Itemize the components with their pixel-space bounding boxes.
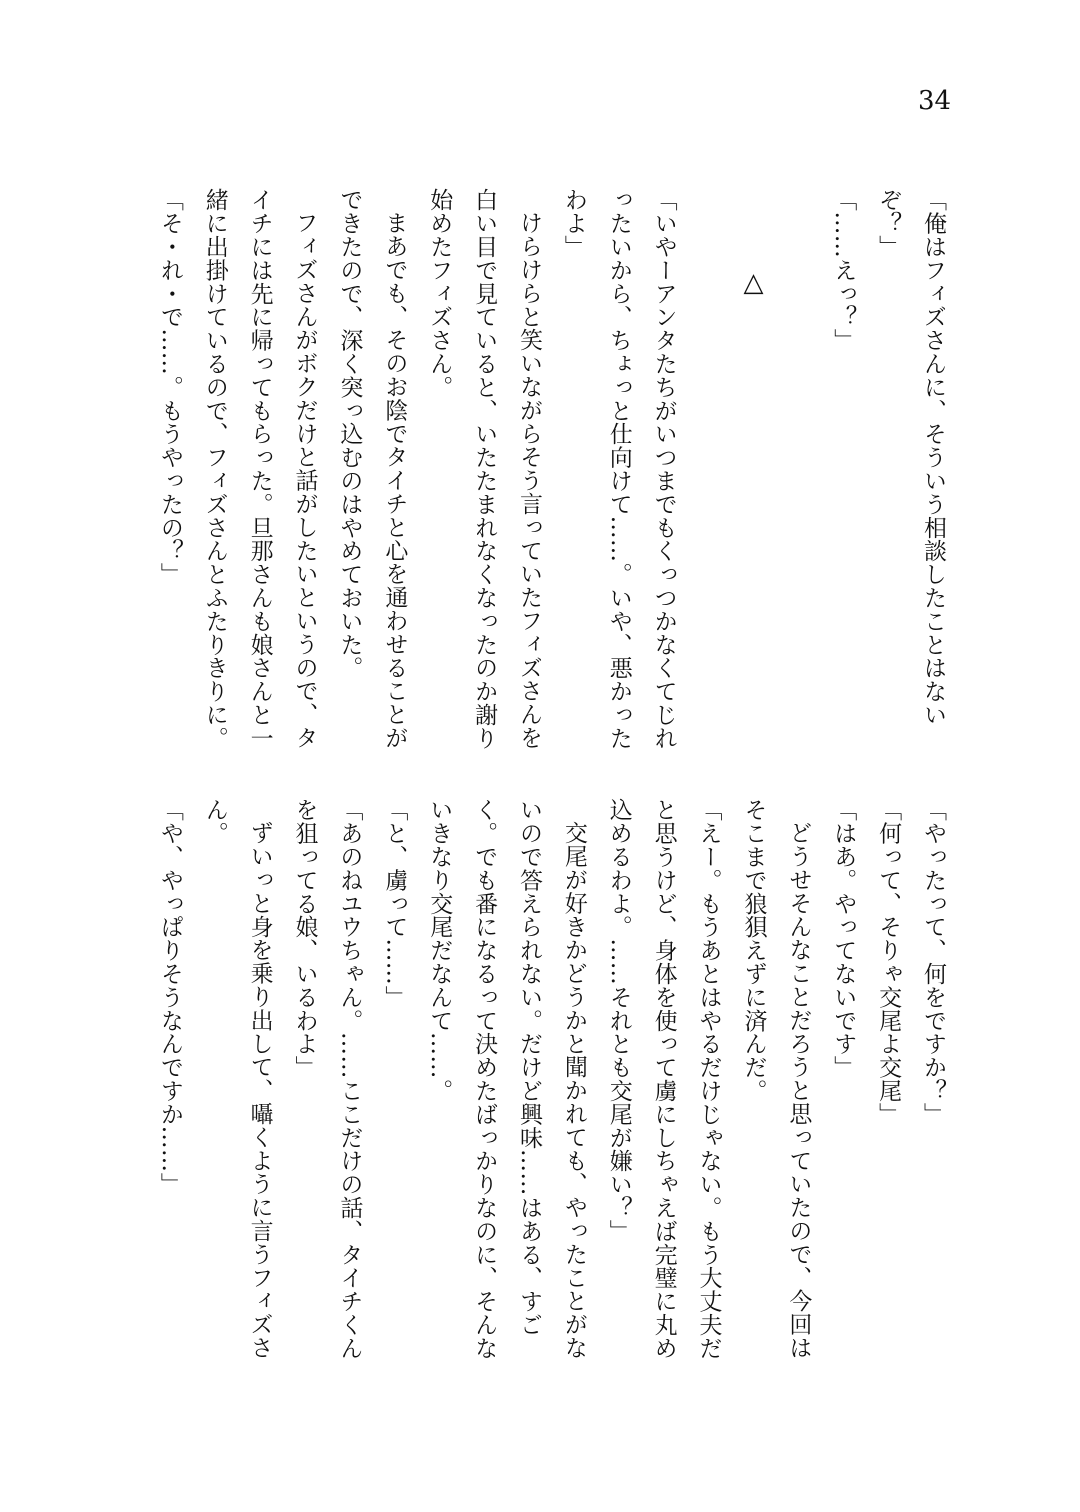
bottom-text-block bbox=[145, 798, 955, 1358]
text-line: ったいから、ちょっと仕向けて……。いや、悪かった bbox=[605, 188, 632, 750]
text-line: できたので、深く突っ込むのはやめておいた。 bbox=[336, 188, 363, 680]
blank-line bbox=[686, 188, 731, 748]
text-line: 込めるわよ。……それとも交尾が嫌い？」 bbox=[605, 798, 632, 1243]
text-line: 「あのねユウちゃん。……ここだけの話、タイチくん bbox=[336, 798, 363, 1360]
text-line: 「やったって、何をですか？」 bbox=[920, 798, 946, 1126]
text-line: と思うけど、身体を使って虜にしちゃえば完璧に丸め bbox=[650, 798, 677, 1360]
text-line: く。でも番になるって決めたばっかりなのに、そんな bbox=[471, 798, 498, 1360]
text-line: どうせそんなことだろうと思っていたので、今回は bbox=[785, 821, 812, 1360]
text-line: 「いやーアンタたちがいつまでもくっつかなくてじれ bbox=[650, 188, 677, 750]
scene-break-triangle: △ bbox=[738, 268, 769, 299]
text-line: そこまで狼狽えずに済んだ。 bbox=[740, 798, 767, 1103]
text-line: 「俺はフィズさんに、そういう相談したことはない bbox=[920, 188, 946, 727]
text-line: ずいっと身を乗り出して、囁くように言うフィズさ bbox=[246, 821, 273, 1360]
text-line: 緒に出掛けているので、フィズさんとふたりきりに。 bbox=[201, 188, 228, 750]
text-line: を狙ってる娘、いるわよ」 bbox=[291, 798, 318, 1079]
text-line: 「や、やっぱりそうなんですか……」 bbox=[156, 798, 183, 1196]
text-line: イチには先に帰ってもらった。旦那さんも娘さんと一 bbox=[246, 188, 273, 750]
text-line: 交尾が好きかどうかと聞かれても、やったことがな bbox=[560, 821, 587, 1360]
text-line: 「と、虜って……」 bbox=[381, 798, 408, 1009]
text-line: いので答えられない。だけど興味……はある、すご bbox=[515, 798, 542, 1337]
blank-line bbox=[775, 188, 820, 748]
text-line: わよ」 bbox=[560, 188, 587, 259]
text-line: 「そ・れ・で……。もうやったの？」 bbox=[156, 188, 183, 586]
text-line: いきなり交尾だなんて……。 bbox=[426, 798, 453, 1103]
text-line: けらけらと笑いながらそう言っていたフィズさんを bbox=[515, 211, 542, 750]
text-line: ん。 bbox=[201, 798, 228, 845]
text-line: まあでも、そのお陰でタイチと心を通わせることが bbox=[381, 211, 408, 750]
page-number: 34 bbox=[918, 86, 952, 116]
text-line: 「はあ。やってないです」 bbox=[830, 798, 857, 1079]
text-line: 「何って、そりゃ交尾よ交尾」 bbox=[875, 798, 902, 1126]
text-line: 白い目で見ていると、いたたまれなくなったのか謝り bbox=[471, 188, 498, 750]
text-line: 「えー。もうあとはやるだけじゃない。もう大丈夫だ bbox=[695, 798, 722, 1360]
top-text-block bbox=[145, 188, 955, 748]
text-line: ぞ？」 bbox=[875, 188, 902, 259]
text-line: 始めたフィズさん。 bbox=[426, 188, 453, 399]
text-line: 「……えっ？」 bbox=[830, 188, 857, 352]
text-line: フィズさんがボクだけと話がしたいというので、タ bbox=[291, 211, 318, 750]
